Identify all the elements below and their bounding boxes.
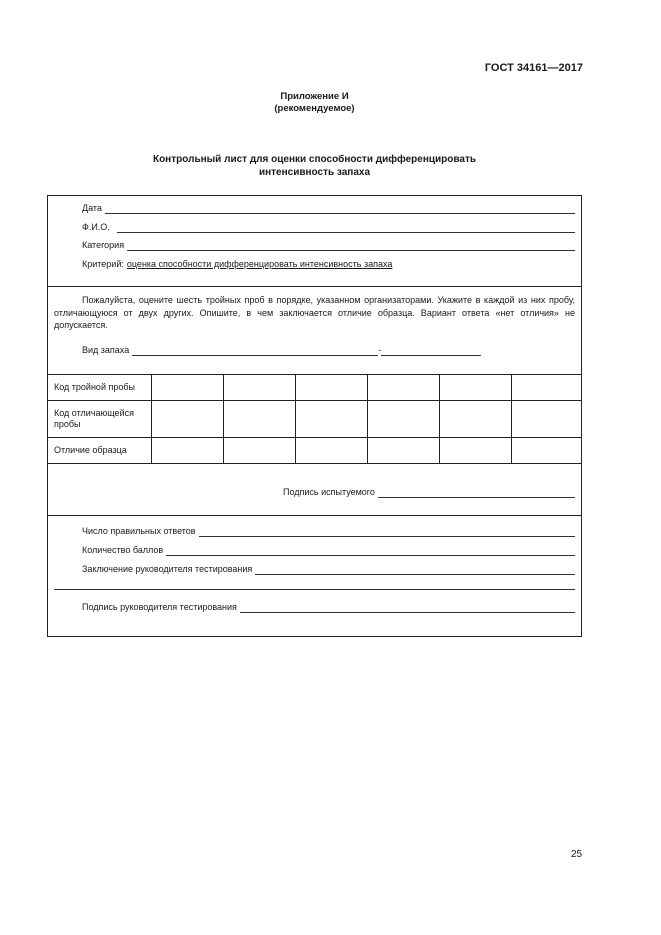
correct-answers-row	[82, 523, 575, 537]
date-field[interactable]	[105, 203, 575, 214]
table-cell[interactable]	[296, 401, 368, 438]
table-cell[interactable]	[368, 401, 440, 438]
table-cell[interactable]	[440, 401, 512, 438]
table-row	[48, 401, 581, 438]
criterion-row	[82, 256, 575, 270]
category-label: Категория	[82, 240, 125, 250]
table-cell[interactable]	[296, 375, 368, 401]
name-field[interactable]	[117, 222, 575, 233]
appendix-heading	[0, 91, 661, 115]
conclusion-label: Заключение руководителя тестирования	[82, 564, 253, 574]
table-cell[interactable]	[512, 438, 581, 464]
table-cell[interactable]	[224, 375, 296, 401]
table-cell[interactable]	[368, 438, 440, 464]
name-label: Ф.И.О.	[82, 222, 110, 232]
row-label-odd-sample-code: Код отличающейся пробы	[48, 401, 152, 438]
sample-table	[48, 374, 581, 464]
subject-signature-field[interactable]	[378, 487, 575, 498]
correct-answers-field[interactable]	[199, 526, 575, 537]
subject-signature-label: Подпись испытуемого	[283, 487, 375, 497]
score-field[interactable]	[166, 545, 575, 556]
correct-answers-label: Число правильных ответов	[82, 526, 196, 536]
appendix-type: (рекомендуемое)	[274, 103, 355, 114]
subject-signature-row	[283, 484, 575, 498]
section-divider	[48, 515, 581, 516]
category-row	[82, 237, 575, 251]
table-cell[interactable]	[224, 401, 296, 438]
instructions-text: Пожалуйста, оцените шесть тройных проб в порядке, указанном организаторами. Укажите в каждой из них пробу, отличающуюся от двух других. Опишите, в чем заключается отличие образца. Вариант ответа «нет отличия» не допускается.	[54, 295, 575, 330]
score-row	[82, 542, 575, 556]
section-divider	[48, 286, 581, 287]
odor-type-field-2[interactable]	[381, 345, 481, 356]
conclusion-field[interactable]	[255, 564, 575, 575]
table-cell[interactable]	[296, 438, 368, 464]
row-label-difference: Отличие образца	[48, 438, 152, 464]
title-line-1: Контрольный лист для оценки способности дифференцировать	[152, 154, 477, 165]
score-label: Количество баллов	[82, 545, 164, 555]
table-row	[48, 438, 581, 464]
table-cell[interactable]	[440, 438, 512, 464]
page-number: 25	[571, 849, 583, 860]
checklist-form	[47, 195, 582, 637]
conclusion-continuation-line[interactable]	[54, 589, 575, 590]
supervisor-signature-label: Подпись руководителя тестирования	[82, 602, 237, 612]
date-row	[82, 200, 575, 214]
odor-type-field[interactable]	[132, 345, 378, 356]
title-line-2: интенсивность запаха	[258, 167, 371, 178]
odor-type-row	[82, 342, 481, 356]
supervisor-signature-field[interactable]	[240, 602, 575, 613]
table-cell[interactable]	[152, 375, 224, 401]
table-cell[interactable]	[152, 401, 224, 438]
table-row	[48, 375, 581, 401]
table-cell[interactable]	[512, 375, 581, 401]
odor-separator: -	[378, 345, 382, 355]
table-cell[interactable]	[224, 438, 296, 464]
table-cell[interactable]	[440, 375, 512, 401]
appendix-label: Приложение И	[280, 91, 349, 102]
table-cell[interactable]	[368, 375, 440, 401]
date-label: Дата	[82, 203, 102, 213]
supervisor-signature-row	[82, 599, 575, 613]
standard-code: ГОСТ 34161—2017	[484, 62, 583, 74]
name-row	[82, 219, 575, 233]
row-label-triple-code: Код тройной пробы	[48, 375, 152, 401]
criterion-label: Критерий:	[82, 259, 124, 269]
criterion-value: оценка способности дифференцировать интенсивность запаха	[126, 259, 393, 269]
table-cell[interactable]	[152, 438, 224, 464]
page-title	[0, 153, 661, 179]
odor-type-label: Вид запаха	[82, 345, 130, 355]
category-field[interactable]	[127, 240, 575, 251]
conclusion-row	[82, 561, 575, 575]
table-cell[interactable]	[512, 401, 581, 438]
